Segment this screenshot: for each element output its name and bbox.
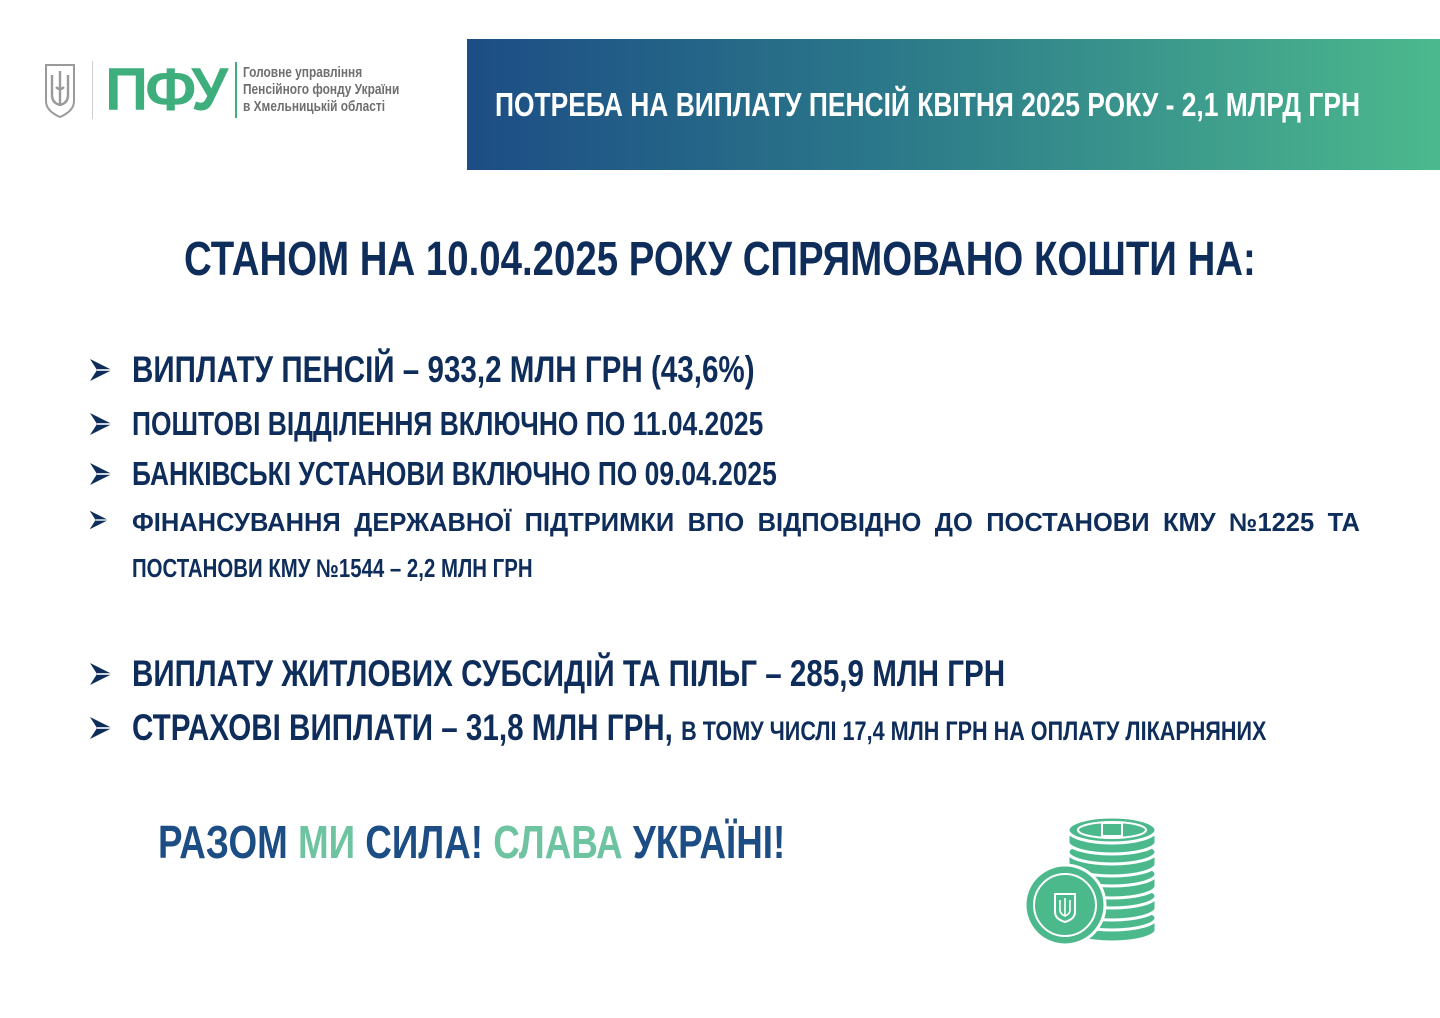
pfu-logo: [40, 58, 434, 122]
title-banner: [467, 39, 1440, 170]
list-item-continuation: [132, 541, 1360, 587]
arrow-bullet-icon: [88, 661, 114, 687]
arrow-bullet-icon: [88, 509, 110, 531]
list-item-text: ПОШТОВІ ВІДДІЛЕННЯ ВКЛЮЧНО ПО 11.04.2025: [132, 405, 764, 442]
slogan-part: РАЗОМ: [158, 816, 298, 868]
org-line: Пенсійного фонду України: [243, 81, 400, 98]
list-item-text: [132, 505, 1360, 587]
justified-word: ФІНАНСУВАННЯ: [132, 509, 341, 537]
list-item-text: [132, 706, 1266, 753]
justified-word: ПОСТАНОВИ: [986, 509, 1150, 537]
list-item: [88, 455, 938, 493]
arrow-bullet-icon: [88, 411, 114, 437]
list-item: [88, 652, 1223, 696]
list-item: [88, 706, 1440, 753]
slogan: [158, 814, 942, 870]
list-item: [88, 505, 1360, 587]
slogan-part: СЛАВА: [493, 816, 633, 868]
org-line: Головне управління: [243, 64, 363, 81]
arrow-bullet-icon: [88, 357, 114, 383]
page-title-text: СТАНОМ НА 10.04.2025 РОКУ СПРЯМОВАНО КОШТИ НА:: [184, 233, 1256, 286]
list-item: [88, 348, 910, 392]
justified-word: ДЕРЖАВНОЇ: [354, 509, 512, 537]
list-item-continuation-text: ПОСТАНОВИ КМУ №1544 – 2,2 МЛН ГРН: [132, 555, 533, 583]
justified-word: ВІДПОВІДНО: [757, 509, 922, 537]
slogan-part: УКРАЇНІ!: [632, 816, 786, 868]
list-item-text: БАНКІВСЬКІ УСТАНОВИ ВКЛЮЧНО ПО 09.04.2025: [132, 455, 777, 492]
trident-icon: [40, 61, 80, 119]
org-line: в Хмельницькій області: [243, 98, 386, 115]
logo-divider-green: [235, 62, 237, 118]
slogan-part: МИ: [297, 816, 366, 868]
banner-title-text: ПОТРЕБА НА ВИПЛАТУ ПЕНСІЙ КВІТНЯ 2025 РОКУ - 2,1 МЛРД ГРН: [495, 86, 1361, 123]
pfu-wordmark: ПФУ: [105, 56, 226, 123]
list-item-text: ВИПЛАТУ ПЕНСІЙ – 933,2 МЛН ГРН (43,6%): [132, 349, 755, 390]
list-item-main: СТРАХОВІ ВИПЛАТИ – 31,8 МЛН ГРН,: [132, 707, 673, 748]
arrow-bullet-icon: [88, 461, 114, 487]
org-name: [243, 65, 434, 116]
logo-divider: [92, 61, 93, 119]
list-item: [88, 405, 921, 443]
justified-word: КМУ: [1162, 509, 1216, 537]
justified-word: ВПО: [687, 509, 745, 537]
slogan-text: [158, 814, 785, 870]
justified-word: ДО: [934, 509, 973, 537]
banner-title: [495, 87, 1440, 123]
page-title: [0, 232, 1440, 288]
justified-word: №1225: [1229, 509, 1315, 537]
justified-line: [132, 505, 1360, 541]
list-item-text: ВИПЛАТУ ЖИТЛОВИХ СУБСИДІЙ ТА ПІЛЬГ – 285,9 МЛН ГРН: [132, 653, 1006, 694]
justified-word: ТА: [1327, 509, 1360, 537]
coins-stack-icon: [1022, 808, 1162, 948]
arrow-bullet-icon: [88, 715, 114, 741]
list-item-note: В ТОМУ ЧИСЛІ 17,4 МЛН ГРН НА ОПЛАТУ ЛІКАРНЯНИХ: [681, 716, 1267, 746]
slogan-part: СИЛА!: [365, 816, 494, 868]
justified-word: ПІДТРИМКИ: [524, 509, 675, 537]
